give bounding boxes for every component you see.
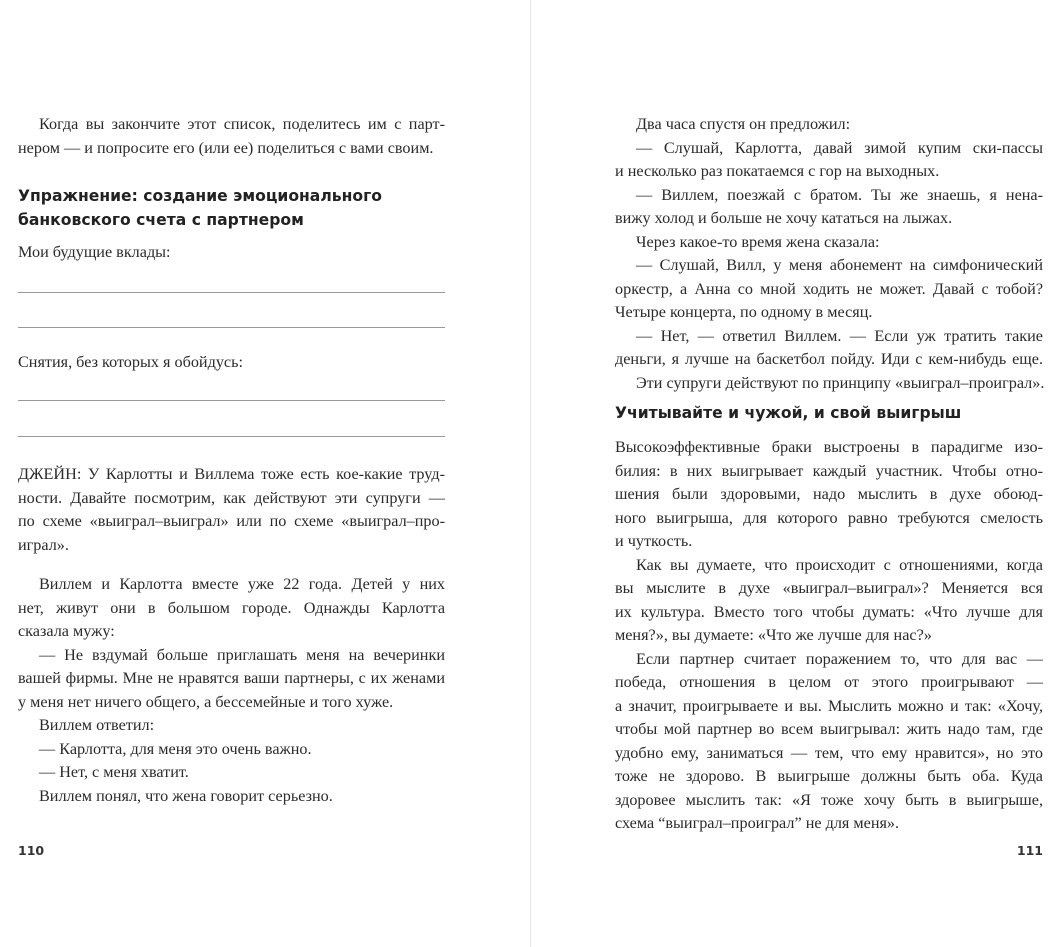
right-page	[531, 0, 1060, 947]
text-line: меня?», вы думаете: «Что же лучше для нас?»	[615, 626, 932, 644]
page-number: 110	[18, 843, 45, 858]
text-line: сказала мужу:	[18, 622, 115, 640]
text-line: по схеме «выиграл–выиграл» или по схеме «выиграл–про-	[18, 512, 445, 530]
text-line: — Слушай, Вилл, у меня абонемент на симфонический	[636, 256, 1043, 274]
text-line: Мои будущие вклады:	[18, 243, 171, 261]
text-line: вы мыслите в духе «выиграл–выиграл»? Меняется вся	[615, 579, 1043, 597]
text-line: и чуткость.	[615, 532, 693, 550]
text-line: схема “выиграл–проиграл” не для меня».	[615, 814, 900, 832]
text-line: здоровее мыслить так: «Я тоже хочу быть в выигрыше,	[615, 790, 1043, 809]
text-line: Упражнение: создание эмоционального	[18, 187, 382, 205]
text-line: Снятия, без которых я обойдусь:	[18, 353, 243, 371]
text-line: Эти супруги действуют по принципу «выиграл–проиграл».	[636, 373, 1045, 392]
text-line: — Нет, — ответил Виллем. — Если уж тратить такие	[636, 326, 1043, 345]
text-line: нет, живут они в большом городе. Однажды Карлотта	[18, 598, 445, 617]
text-line: Виллем понял, что жена говорит серьезно.	[39, 786, 333, 805]
answer-line[interactable]	[18, 292, 445, 293]
text-line: — Не вздумай больше приглашать меня на вечеринки	[39, 645, 445, 664]
paragraph	[615, 436, 1043, 836]
text-line: деньги, я лучше на баскетбол пойду. Иди с кем-нибудь еще.	[615, 350, 1043, 368]
answer-line[interactable]	[18, 327, 445, 328]
text-line: Виллем и Карлотта вместе уже 22 года. Детей у них	[39, 575, 445, 593]
text-line: вижу холод и больше не хочу кататься на лыжах.	[615, 209, 953, 227]
text-line: Через какое-то время жена сказала:	[636, 232, 880, 251]
paragraph	[18, 463, 445, 557]
paragraph	[615, 113, 1043, 395]
text-line: ДЖЕЙН: У Карлотты и Виллема тоже есть кое-какие труд-	[18, 465, 445, 483]
paragraph	[18, 113, 445, 160]
section-heading	[615, 402, 1043, 426]
answer-line[interactable]	[18, 400, 445, 401]
text-line: вашей фирмы. Мне не нравятся ваши партнеры, с их женами	[18, 669, 445, 687]
text-line: нером — и попросите его (или ее) поделиться с вами своим.	[18, 138, 434, 157]
text-line: удобно ему, заниматься — тем, что ему нравится», но это	[615, 743, 1043, 762]
page-number: 111	[1016, 843, 1043, 858]
text-line: чтобы мой партнер во всем выигрывал: жить надо там, где	[615, 720, 1043, 738]
text-line: у меня нет ничего общего, а бессемейные и того хуже.	[18, 692, 394, 711]
text-line: Четыре концерта, по одному в месяц.	[615, 303, 873, 321]
text-line: Как вы думаете, что происходит с отношениями, когда	[636, 555, 1043, 574]
text-line: Когда вы закончите этот список, поделитесь им с парт-	[39, 115, 445, 133]
text-line: Учитывайте и чужой, и свой выигрыш	[615, 404, 962, 422]
text-line: — Виллем, поезжай с братом. Ты же знаешь, я нена-	[636, 185, 1043, 204]
text-line: банковского счета с партнером	[18, 210, 304, 229]
text-line: тоже не здорово. В выигрыше должны быть оба. Куда	[615, 767, 1043, 785]
text-line: играл».	[18, 535, 69, 554]
text-line: билия: в них выигрывает каждый участник. Чтобы отно-	[615, 461, 1043, 480]
text-line: Если партнер считает поражением то, что для вас —	[636, 649, 1043, 668]
text-line: а значит, проигрываете и вы. Мыслить можно и так: «Хочу,	[615, 696, 1043, 715]
text-line: Два часа спустя он предложил:	[636, 115, 851, 133]
text-line: — Карлотта, для меня это очень важно.	[39, 739, 312, 758]
text-line: и несколько раз покатаемся с гор на выходных.	[615, 162, 940, 180]
text-line: Виллем ответил:	[39, 716, 155, 734]
text-line: Высокоэффективные браки выстроены в парадигме изо-	[615, 438, 1043, 456]
paragraph	[18, 351, 445, 375]
text-line: ности. Давайте посмотрим, как действуют эти супруги —	[18, 488, 445, 507]
text-line: их культура. Вместо того чтобы думать: «Что лучше для	[615, 602, 1043, 621]
text-line: шения были здоровыми, надо мыслить в духе обоюд-	[615, 485, 1043, 503]
paragraph	[18, 573, 445, 808]
text-line: — Нет, с меня хватит.	[39, 763, 189, 781]
paragraph	[18, 241, 445, 265]
text-line: оркестр, а Анна со мной ходить не может. Давай с тобой?	[615, 279, 1043, 298]
answer-line[interactable]	[18, 436, 445, 437]
text-line: ного выигрыша, для которого равно требуются смелость	[615, 508, 1043, 527]
section-heading	[18, 185, 445, 232]
text-line: — Слушай, Карлотта, давай зимой купим ски-пассы	[636, 138, 1043, 157]
text-line: победа, отношения в целом от этого проигрывают —	[615, 673, 1043, 691]
